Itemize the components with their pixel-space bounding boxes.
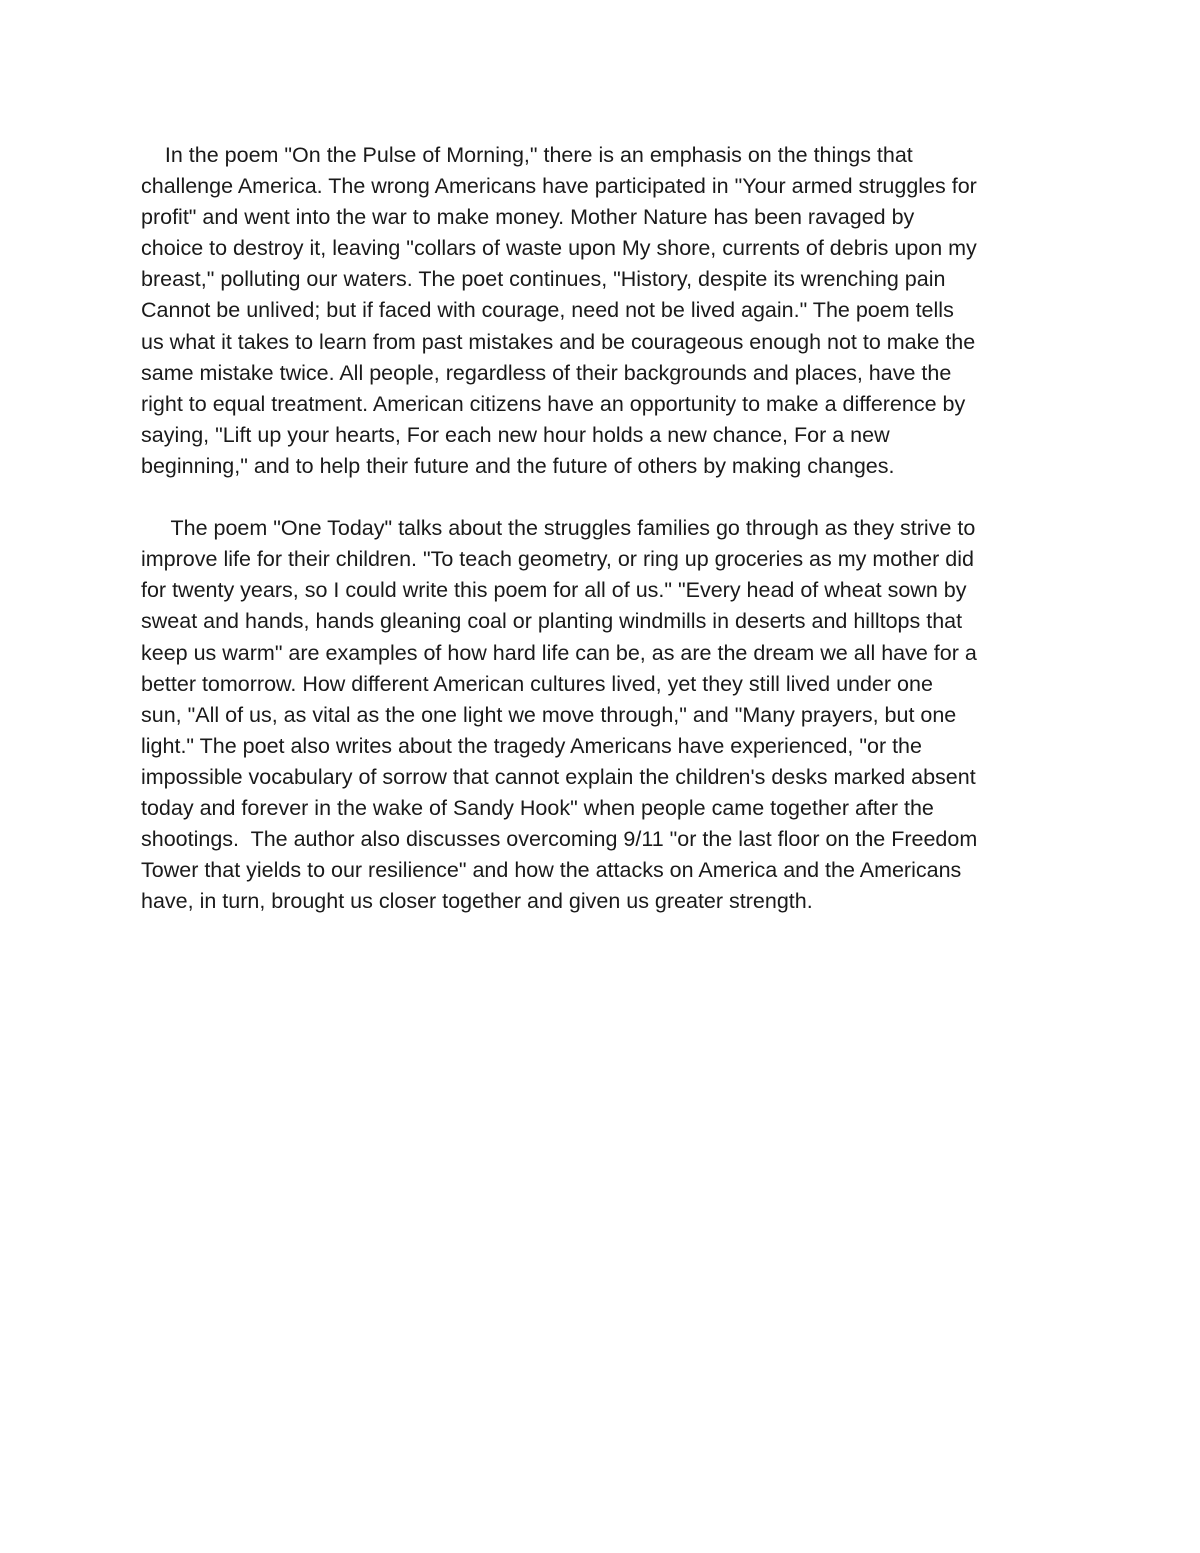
paragraph-one-today bbox=[141, 513, 1066, 917]
paragraph-line: same mistake twice. All people, regardless of their backgrounds and places, have the bbox=[141, 360, 952, 385]
paragraph-line: light." The poet also writes about the tragedy Americans have experienced, "or the bbox=[141, 733, 922, 758]
paragraph-line: keep us warm" are examples of how hard life can be, as are the dream we all have for a bbox=[141, 640, 977, 665]
paragraph-line: shootings. The author also discusses overcoming 9/11 "or the last floor on the Freedom bbox=[141, 827, 978, 852]
paragraph-line: better tomorrow. How different American cultures lived, yet they still lived under one bbox=[141, 671, 933, 696]
paragraph-line: challenge America. The wrong Americans have participated in "Your armed struggles for bbox=[141, 174, 977, 199]
paragraph-line: for twenty years, so I could write this poem for all of us." "Every head of wheat sown by bbox=[141, 578, 967, 603]
paragraph-line: choice to destroy it, leaving "collars of waste upon My shore, currents of debris upon my bbox=[141, 236, 977, 261]
paragraph-line: The poem "One Today" talks about the struggles families go through as they strive to bbox=[141, 516, 976, 541]
document-body bbox=[141, 140, 1066, 917]
paragraph-line: improve life for their children. "To teach geometry, or ring up groceries as my mother did bbox=[141, 547, 974, 572]
paragraph-spacer bbox=[141, 482, 1066, 513]
paragraph-line: breast," polluting our waters. The poet continues, "History, despite its wrenching pain bbox=[141, 267, 946, 292]
paragraph-line: impossible vocabulary of sorrow that cannot explain the children's desks marked absent bbox=[141, 764, 976, 789]
paragraph-line: beginning," and to help their future and the future of others by making changes. bbox=[141, 453, 895, 478]
paragraph-line: sun, "All of us, as vital as the one light we move through," and "Many prayers, but one bbox=[141, 702, 957, 727]
paragraph-pulse-of-morning bbox=[141, 140, 1066, 482]
paragraph-line: have, in turn, brought us closer together and given us greater strength. bbox=[141, 889, 813, 914]
paragraph-line: saying, "Lift up your hearts, For each new hour holds a new chance, For a new bbox=[141, 422, 890, 447]
paragraph-line: Cannot be unlived; but if faced with courage, need not be lived again." The poem tells bbox=[141, 298, 954, 323]
paragraph-line: Tower that yields to our resilience" and how the attacks on America and the Americans bbox=[141, 858, 962, 883]
paragraph-line: us what it takes to learn from past mistakes and be courageous enough not to make the bbox=[141, 329, 976, 354]
paragraph-line: profit" and went into the war to make money. Mother Nature has been ravaged by bbox=[141, 205, 915, 230]
paragraph-line: In the poem "On the Pulse of Morning," there is an emphasis on the things that bbox=[141, 143, 913, 167]
paragraph-line: sweat and hands, hands gleaning coal or planting windmills in deserts and hilltops that bbox=[141, 609, 963, 634]
paragraph-line: right to equal treatment. American citizens have an opportunity to make a difference by bbox=[141, 391, 966, 416]
paragraph-line: today and forever in the wake of Sandy Hook" when people came together after the bbox=[141, 795, 934, 820]
